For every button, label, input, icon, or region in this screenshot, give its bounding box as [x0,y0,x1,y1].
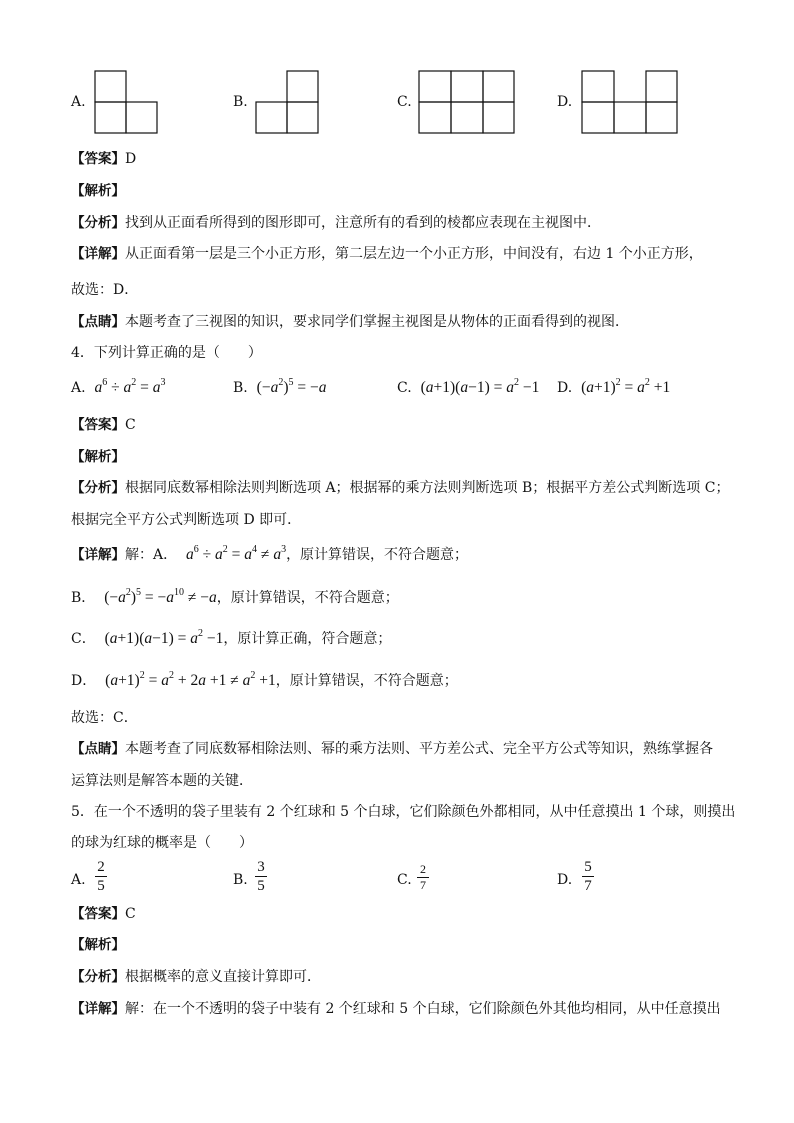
q4-fenxi-1: 【分析】根据同底数幂相除法则判断选项 A；根据幂的乘方法则判断选项 B；根据平方差公式判断选项 C； [71,480,730,496]
q4-dianjing-2: 运算法则是解答本题的关键． [71,773,253,789]
q3-choice: 故选：D． [71,282,139,298]
q4-xiangjie-d: D． $(a+1)^2 = a^2 + 2a +1 \ne a^2 +1$，原计算错误，不符合题意； [71,670,458,689]
q5-option-d-label: D. [557,872,573,888]
q3-dianjing [71,312,629,332]
q5-analysis-heading: 【解析】 [71,937,125,953]
q3-option-c-label: C. [397,94,412,110]
q4-dianjing-1: 【点睛】本题考查了同底数幂相除法则、幂的乘方法则、平方差公式、完全平方公式等知识，熟练掌握各 [71,741,713,757]
q5-option-b-fraction: 3 5 [254,859,268,894]
q3-fenxi [71,213,601,233]
answer-tag: 【答案】 [71,151,125,167]
q5-option-d-fraction: 5 7 [581,859,595,894]
q4-xiangjie-c: C． $(a+1)(a-1) = a^2 -1$，原计算正确，符合题意； [71,628,392,647]
q3-option-a-figure [94,70,160,135]
dianjing-tag: 【点睛】 [71,314,125,330]
q5-option-a-fraction: 2 5 [94,859,108,894]
xiangjie-tag: 【详解】 [71,246,125,262]
analysis-tag: 【解析】 [71,183,125,199]
q3-option-c-figure [418,70,516,135]
q5-option-b-label: B. [233,872,248,888]
q5-xiangjie: 【详解】解：在一个不透明的袋子中装有 2 个红球和 5 个白球，它们除颜色外其他均相同，从中任意摸出 [71,1001,721,1017]
q5-fenxi: 【分析】根据概率的意义直接计算即可． [71,969,321,985]
q4-xiangjie-b: B． $(-a^2)^5 = -a^{10} \ne -a$，原计算错误，不符合题意； [71,587,399,606]
q5-stem-2: 的球为红球的概率是（ ） [71,835,253,851]
q3-option-d-figure [581,70,679,135]
q4-option-d: D. $(a+1)^2 = a^2 +1$ [557,377,671,396]
q4-option-c: C. $(a+1)(a-1) = a^2 -1$ [397,377,540,396]
q5-option-c-fraction: 2 7 [416,863,430,892]
q4-fenxi-2: 根据完全平方公式判断选项 D 即可． [71,512,302,528]
q5-option-c-label: C. [397,872,412,888]
q5-stem-1: 5．在一个不透明的袋子里装有 2 个红球和 5 个白球，它们除颜色外都相同，从中任意摸出 1 个球，则摸出 [71,804,736,820]
fenxi-text: 找到从正面看所得到的图形即可，注意所有的看到的棱都应表现在主视图中． [125,215,601,231]
q3-option-a-label: A. [71,94,86,110]
q5-answer: 【答案】C [71,906,136,922]
fenxi-tag: 【分析】 [71,215,125,231]
q3-option-b-label: B. [233,94,248,110]
q3-answer [71,149,136,169]
q3-analysis-heading [71,181,125,201]
q3-option-d-label: D. [557,94,573,110]
q4-option-a: A. $a^6 \div a^2 = a^3$ [71,377,166,396]
q3-option-b-figure [255,70,321,135]
dianjing-text: 本题考查了三视图的知识，要求同学们掌握主视图是从物体的正面看得到的视图． [125,314,629,330]
xiangjie-text: 从正面看第一层是三个小正方形，第二层左边一个小正方形，中间没有，右边 1 个小正方形， [125,246,703,262]
q4-xiangjie-a: 【详解】解：A． $a^6 \div a^2 = a^4 \ne a^3$，原计算错误，不符合题意； [71,544,469,563]
answer-value: D [125,151,137,167]
q3-xiangjie [71,244,703,264]
q5-option-a-label: A. [71,872,86,888]
q4-choice: 故选：C． [71,710,138,726]
q4-stem: 4．下列计算正确的是（ ） [71,345,262,361]
q4-analysis-heading: 【解析】 [71,449,125,465]
q4-answer: 【答案】C [71,417,136,433]
q4-option-b: B. $(-a^2)^5 = -a$ [233,377,327,396]
